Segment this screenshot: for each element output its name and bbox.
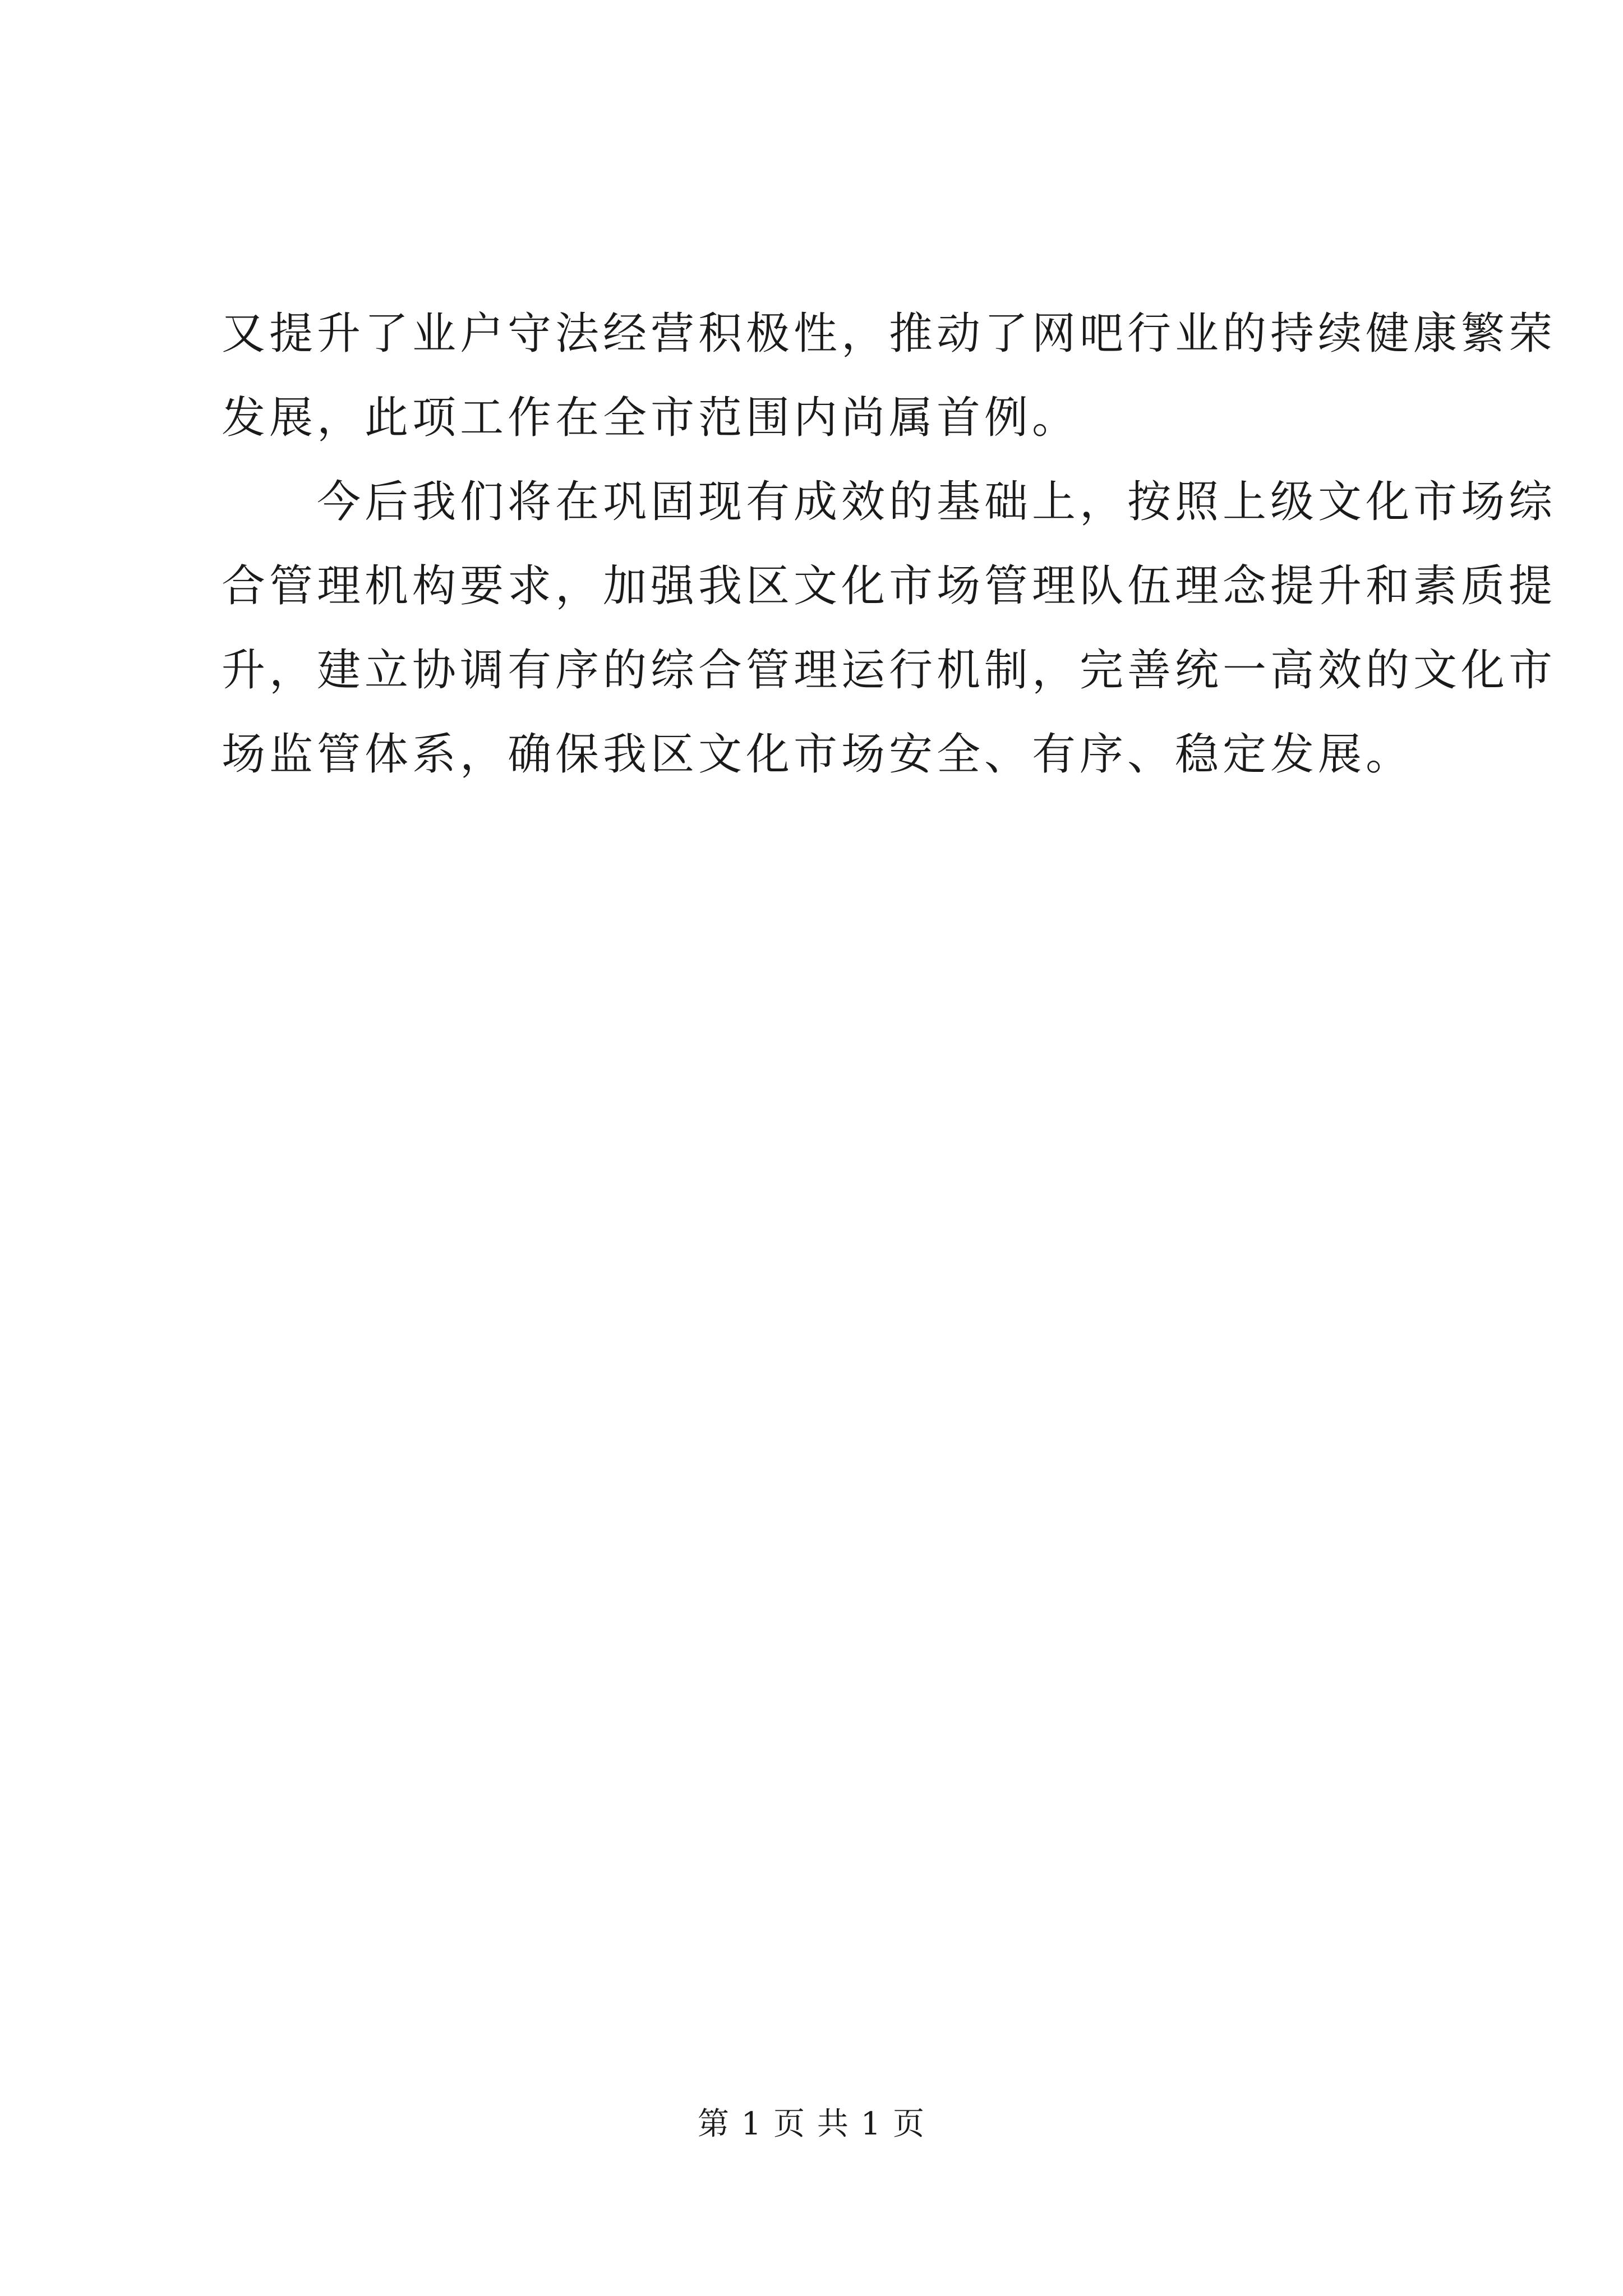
- paragraph-line: 又提升了业户守法经营积极性，推动了网吧行业的持续健康繁荣: [222, 309, 1557, 359]
- paragraph-line: 升，建立协调有序的综合管理运行机制，完善统一高效的文化市: [222, 645, 1557, 696]
- paragraph-line: 合管理机构要求，加强我区文化市场管理队伍理念提升和素质提: [222, 561, 1557, 611]
- paragraph-1: [222, 292, 1557, 460]
- paragraph-line: 今后我们将在巩固现有成效的基础上，按照上级文化市场综: [317, 477, 1557, 527]
- paragraph-line: 发展，此项工作在全市范围内尚属首例。: [222, 393, 1080, 443]
- page-footer: 第 1 页 共 1 页: [697, 2106, 926, 2142]
- paragraph-line: 场监管体系，确保我区文化市场安全、有序、稳定发展。: [222, 729, 1414, 780]
- document-body: [222, 292, 1557, 797]
- paragraph-2: [222, 460, 1557, 797]
